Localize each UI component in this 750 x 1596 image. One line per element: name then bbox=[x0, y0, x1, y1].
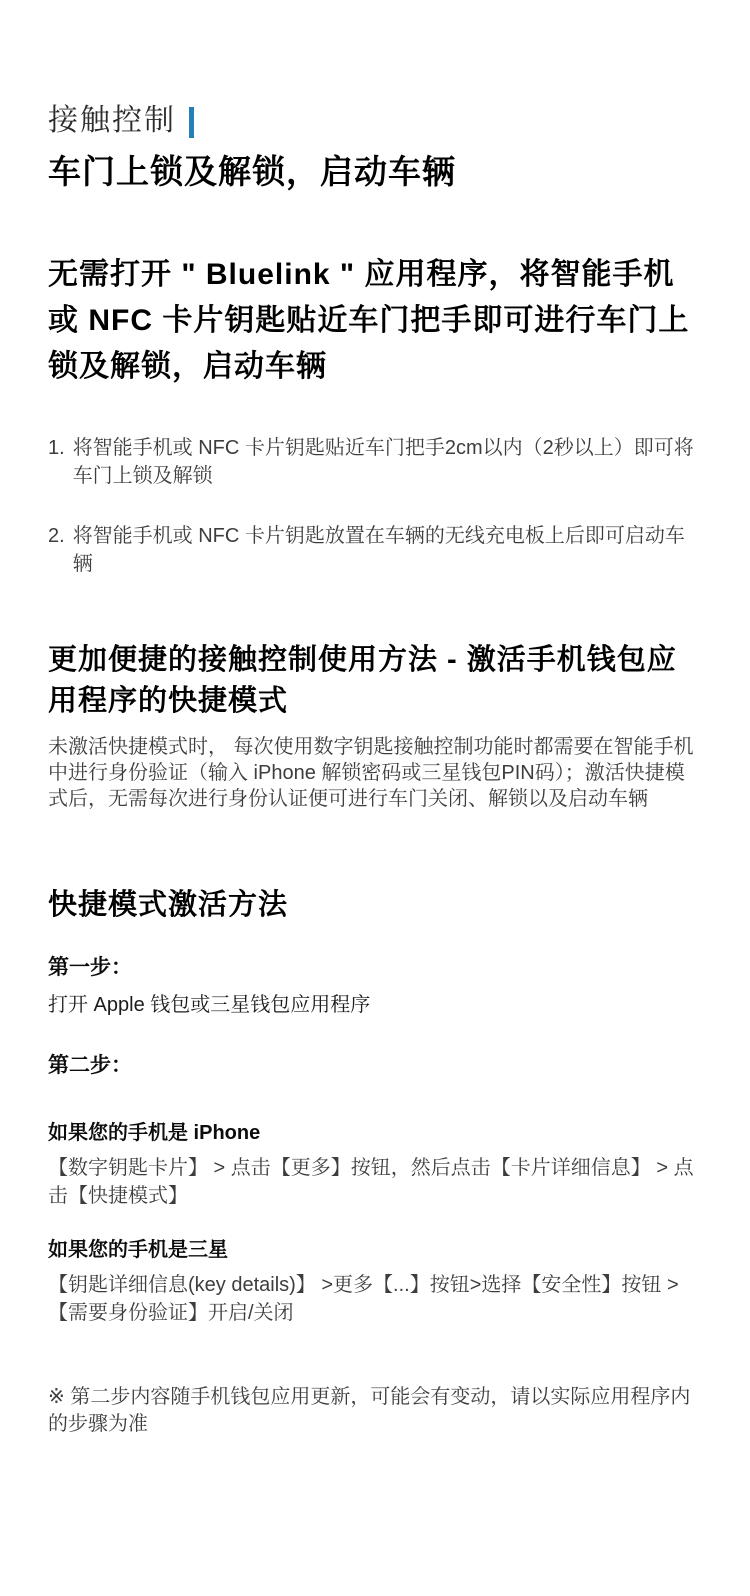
step1-text: 打开 Apple 钱包或三星钱包应用程序 bbox=[48, 994, 371, 1016]
list-item-text: 将智能手机或 NFC 卡片钥匙放置在车辆的无线充电板上后即可启动车辆 bbox=[72, 524, 685, 576]
list-item-number: 1. bbox=[48, 436, 65, 459]
intro-paragraph: 无需打开 " Bluelink " 应用程序，将智能手机或 NFC 卡片钥匙贴近车门把手即可进行车门上锁及解锁，启动车辆 bbox=[48, 258, 690, 384]
iphone-instruction-text: 【数字钥匙卡片】 > 点击【更多】按钮，然后点击【卡片详细信息】 > 点击【快捷模式】 bbox=[48, 1157, 694, 1207]
footnote-text: ※ 第二步内容随手机钱包应用更新，可能会有变动，请以实际应用程序内的步骤为准 bbox=[48, 1385, 691, 1435]
samsung-instruction-text: 【钥匙详细信息(key details)】 >更多【...】按钮>选择【安全性】按钮 > 【需要身份验证】开启/关闭 bbox=[48, 1274, 679, 1325]
samsung-subsection-label: 如果您的手机是三星 bbox=[48, 1239, 228, 1262]
section-eyebrow-label: 接触控制 bbox=[48, 104, 176, 137]
iphone-subsection-label: 如果您的手机是 iPhone bbox=[48, 1122, 261, 1145]
list-item bbox=[48, 522, 704, 579]
step2-label: 第二步： bbox=[48, 1054, 132, 1077]
section-header bbox=[48, 103, 704, 139]
convenience-section-heading: 更加便捷的接触控制使用方法 - 激活手机钱包应用程序的快捷模式 bbox=[48, 644, 677, 717]
list-item-number: 2. bbox=[48, 524, 65, 547]
accent-bar bbox=[189, 107, 194, 138]
numbered-steps-list bbox=[48, 434, 704, 579]
list-item-text: 将智能手机或 NFC 卡片钥匙贴近车门把手2cm以内（2秒以上）即可将车门上锁及解锁 bbox=[72, 436, 694, 488]
list-item bbox=[48, 434, 704, 491]
activation-section-heading: 快捷模式激活方法 bbox=[48, 888, 289, 921]
page-title: 车门上锁及解锁，启动车辆 bbox=[48, 153, 456, 190]
convenience-section-body: 未激活快捷模式时， 每次使用数字钥匙接触控制功能时都需要在智能手机中进行身份验证（输入 iPhone 解锁密码或三星钱包PIN码）；激活快捷模式后，无需每次进行身份认证便可进行车门关闭、解锁以及启动车辆 bbox=[48, 735, 694, 811]
step1-label: 第一步： bbox=[48, 955, 132, 979]
